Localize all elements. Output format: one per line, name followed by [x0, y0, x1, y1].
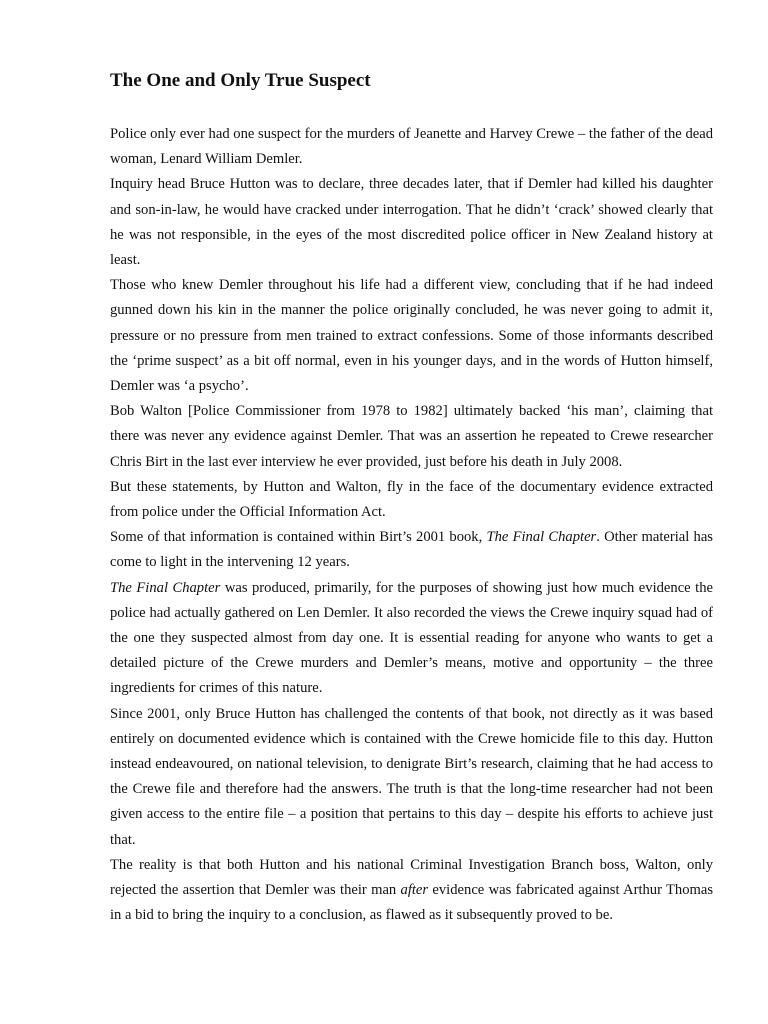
page-title: The One and Only True Suspect: [110, 70, 371, 91]
document-page: [110, 62, 713, 929]
text-run: Those who knew Demler throughout his life had a different view, concluding that if he had indeed gunned down his kin in the manner the police originally concluded, he was never going to admit it, pressure or no pressure from men trained to extract confessions. Some of those informants described the ‘prime suspect’ as a bit off normal, even in his younger days, and in the words of Hutton himself, Demler was ‘a psycho’.: [110, 277, 713, 395]
text-run: was produced, primarily, for the purposes of showing just how much evidence the police had actually gathered on Len Demler. It also recorded the views the Crewe inquiry squad had of the one they suspected almost from day one. It is essential reading for anyone who wants to get a detailed picture of the Crewe murders and Demler’s means, motive and opportunity – the three ingredients for crimes of this nature.: [110, 579, 713, 697]
italic-text: after: [400, 882, 429, 899]
text-run: evidence was fabricated against Arthur Thomas in a bid to bring the inquiry to a conclusion, as flawed as it subsequently proved to be.: [110, 882, 714, 924]
text-run: Bob Walton [Police Commissioner from 1978 to 1982] ultimately backed ‘his man’, claiming that there was never any evidence against Demler. That was an assertion he repeated to Crewe researcher Chris Birt in the last ever interview he ever provided, just before his death in July 2008.: [110, 403, 713, 470]
paragraph: [110, 853, 713, 929]
document-body: [110, 122, 713, 929]
text-run: Since 2001, only Bruce Hutton has challenged the contents of that book, not directly as it was based entirely on documented evidence which is contained with the Crewe homicide file to this day. Hutton instead endeavoured, on national television, to denigrate Birt’s research, claiming that he had access to the Crewe file and therefore had the answers. The truth is that the long-time researcher had not been given access to the entire file – a position that pertains to this day – despite his efforts to achieve just that.: [110, 705, 713, 848]
paragraph: [110, 702, 713, 853]
paragraph: [110, 525, 713, 575]
text-run: . Other material has come to light in the intervening 12 years.: [110, 529, 713, 571]
italic-text: The Final Chapter: [110, 579, 221, 596]
text-run: Inquiry head Bruce Hutton was to declare, three decades later, that if Demler had killed his daughter and son-in-law, he would have cracked under interrogation. That he didn’t ‘crack’ showed clearly that he was not responsible, in the eyes of the most discredited police officer in New Zealand history at least.: [110, 176, 713, 269]
paragraph: [110, 475, 713, 525]
paragraph: [110, 172, 713, 273]
paragraph: [110, 576, 713, 702]
text-run: The reality is that both Hutton and his national Criminal Investigation Branch boss, Walton, only rejected the assertion that Demler was their man: [110, 856, 713, 899]
text-run: Police only ever had one suspect for the murders of Jeanette and Harvey Crewe – the father of the dead woman, Lenard William Demler.: [110, 126, 713, 168]
paragraph: [110, 273, 713, 399]
italic-text: The Final Chapter: [486, 529, 597, 546]
text-run: Some of that information is contained within Birt’s 2001 book,: [110, 529, 487, 546]
paragraph: [110, 122, 713, 172]
text-run: But these statements, by Hutton and Walton, fly in the face of the documentary evidence extracted from police under the Official Information Act.: [110, 478, 713, 521]
paragraph: [110, 399, 713, 475]
